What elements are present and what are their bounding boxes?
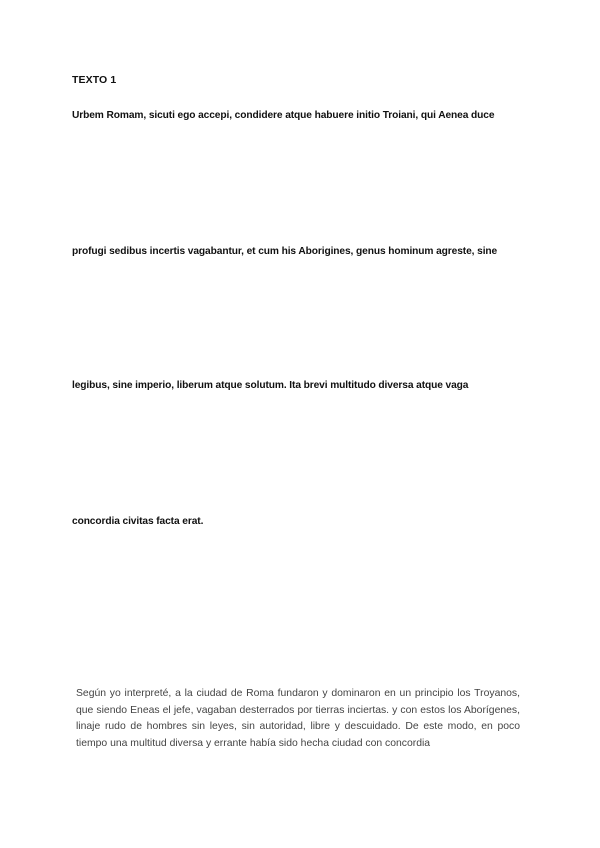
latin-line-1: Urbem Romam, sicuti ego accepi, condidere atque habuere initio Troiani, qui Aenea duce [72,110,495,121]
latin-line-4: concordia civitas facta erat. [72,516,204,527]
spanish-translation-paragraph: Según yo interpreté, a la ciudad de Roma fundaron y dominaron en un principio los Troyanos, que siendo Eneas el jefe, vagaban desterrados por tierras inciertas. y con estos los Aborígenes, linaje rudo de hombres sin leyes, sin autoridad, libre y descuidado. De este modo, en poco tiempo una multitud diversa y errante había sido hecha ciudad con concordia [76,688,520,749]
latin-line-2: profugi sedibus incertis vagabantur, et cum his Aborigines, genus hominum agreste, sine [72,246,498,257]
latin-line-3: legibus, sine imperio, liberum atque solutum. Ita brevi multitudo diversa atque vaga [72,380,469,391]
document-heading: TEXTO 1 [72,74,117,86]
